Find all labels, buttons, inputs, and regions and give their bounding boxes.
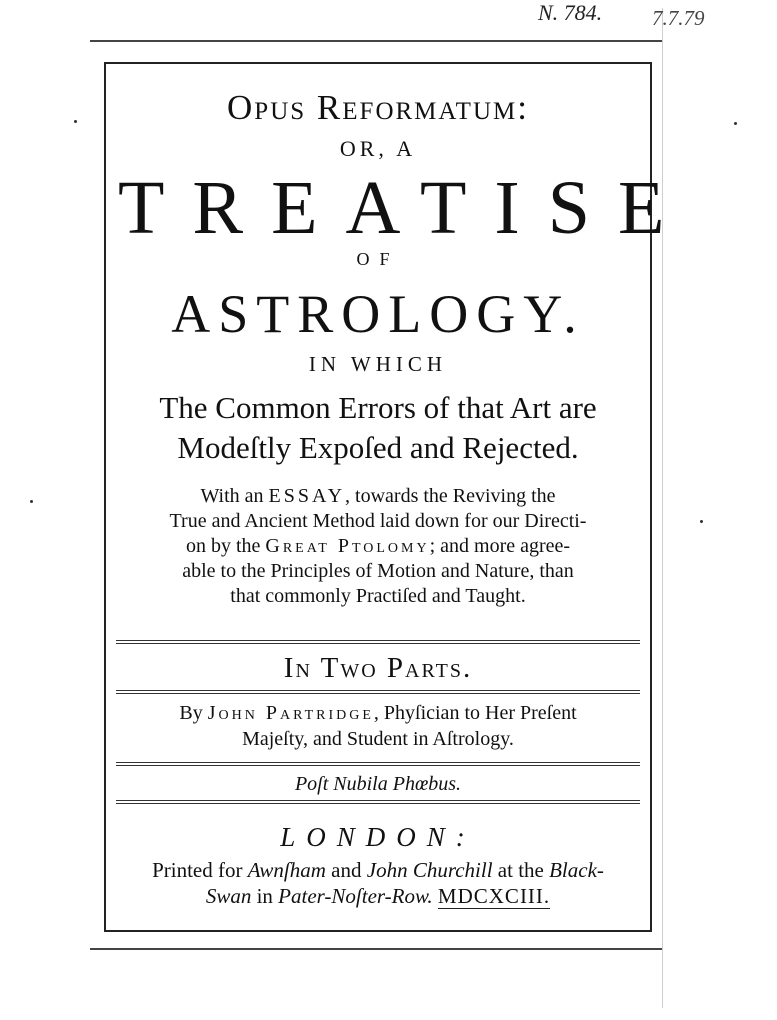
sign-name-1: Black- — [549, 858, 604, 882]
page-edge — [662, 8, 663, 1008]
title-treatise: TREATISE — [118, 166, 693, 250]
publisher-1: Awnſham — [247, 858, 326, 882]
outer-rule-bottom — [90, 948, 662, 950]
author-name: John Partridge — [207, 702, 374, 724]
essay-paragraph — [112, 484, 644, 609]
rule-above-parts — [116, 640, 640, 644]
title-in-which: IN WHICH — [308, 352, 448, 376]
essay-line-1: With an ESSAY, towards the Reviving the — [200, 485, 556, 507]
essay-line-2: True and Ancient Method laid down for our Directi- — [169, 510, 587, 532]
imprint-date: MDCXCIII. — [437, 884, 551, 908]
essay-line-5: that commonly Practiſed and Taught. — [230, 585, 526, 607]
outer-rule-top — [90, 40, 662, 42]
imprint-line-1: Printed for Awnſham and John Churchill at the Black- — [152, 858, 604, 882]
rule-above-motto — [116, 762, 640, 766]
street-name: Pater-Noſter-Row. — [278, 884, 433, 908]
ink-speck — [700, 520, 703, 523]
subtitle-line-2: Modeſtly Expoſed and Rejected. — [177, 430, 579, 465]
essay-line-3: on by the Great Ptolomy; and more agree- — [185, 535, 571, 557]
publisher-2: John Churchill — [366, 858, 493, 882]
sign-name-2: Swan — [205, 884, 252, 908]
subtitle-line-1: The Common Errors of that Art are — [159, 390, 597, 425]
parts-heading: In Two Parts. — [283, 652, 473, 684]
title-or-a: OR, A — [339, 136, 417, 161]
imprint-city: LONDON: — [280, 822, 476, 852]
ptolomy-name: Great Ptolomy — [265, 535, 430, 557]
title-opus: Opus Reformatum: — [227, 88, 529, 127]
rule-above-author — [116, 690, 640, 694]
motto: Poſt Nubila Phœbus. — [294, 773, 462, 795]
ink-speck — [734, 122, 737, 125]
author-line-2: Majeſty, and Student in Aſtrology. — [242, 728, 514, 750]
ink-speck — [74, 120, 77, 123]
title-astrology: ASTROLOGY. — [171, 284, 585, 344]
ink-speck — [30, 500, 33, 503]
imprint-line-2: Swan in Pater-Noſter-Row. MDCXCIII. — [205, 884, 551, 908]
pencil-note: 7.7.79 — [652, 6, 705, 30]
essay-line-4: able to the Principles of Motion and Nature, than — [182, 560, 574, 582]
title-of: OF — [356, 249, 400, 269]
essay-word: ESSAY — [268, 485, 346, 507]
author-line-1: By John Partridge, Phyſician to Her Preſent — [179, 702, 577, 724]
rule-below-motto — [116, 800, 640, 804]
shelfmark: N. 784. — [538, 0, 603, 25]
